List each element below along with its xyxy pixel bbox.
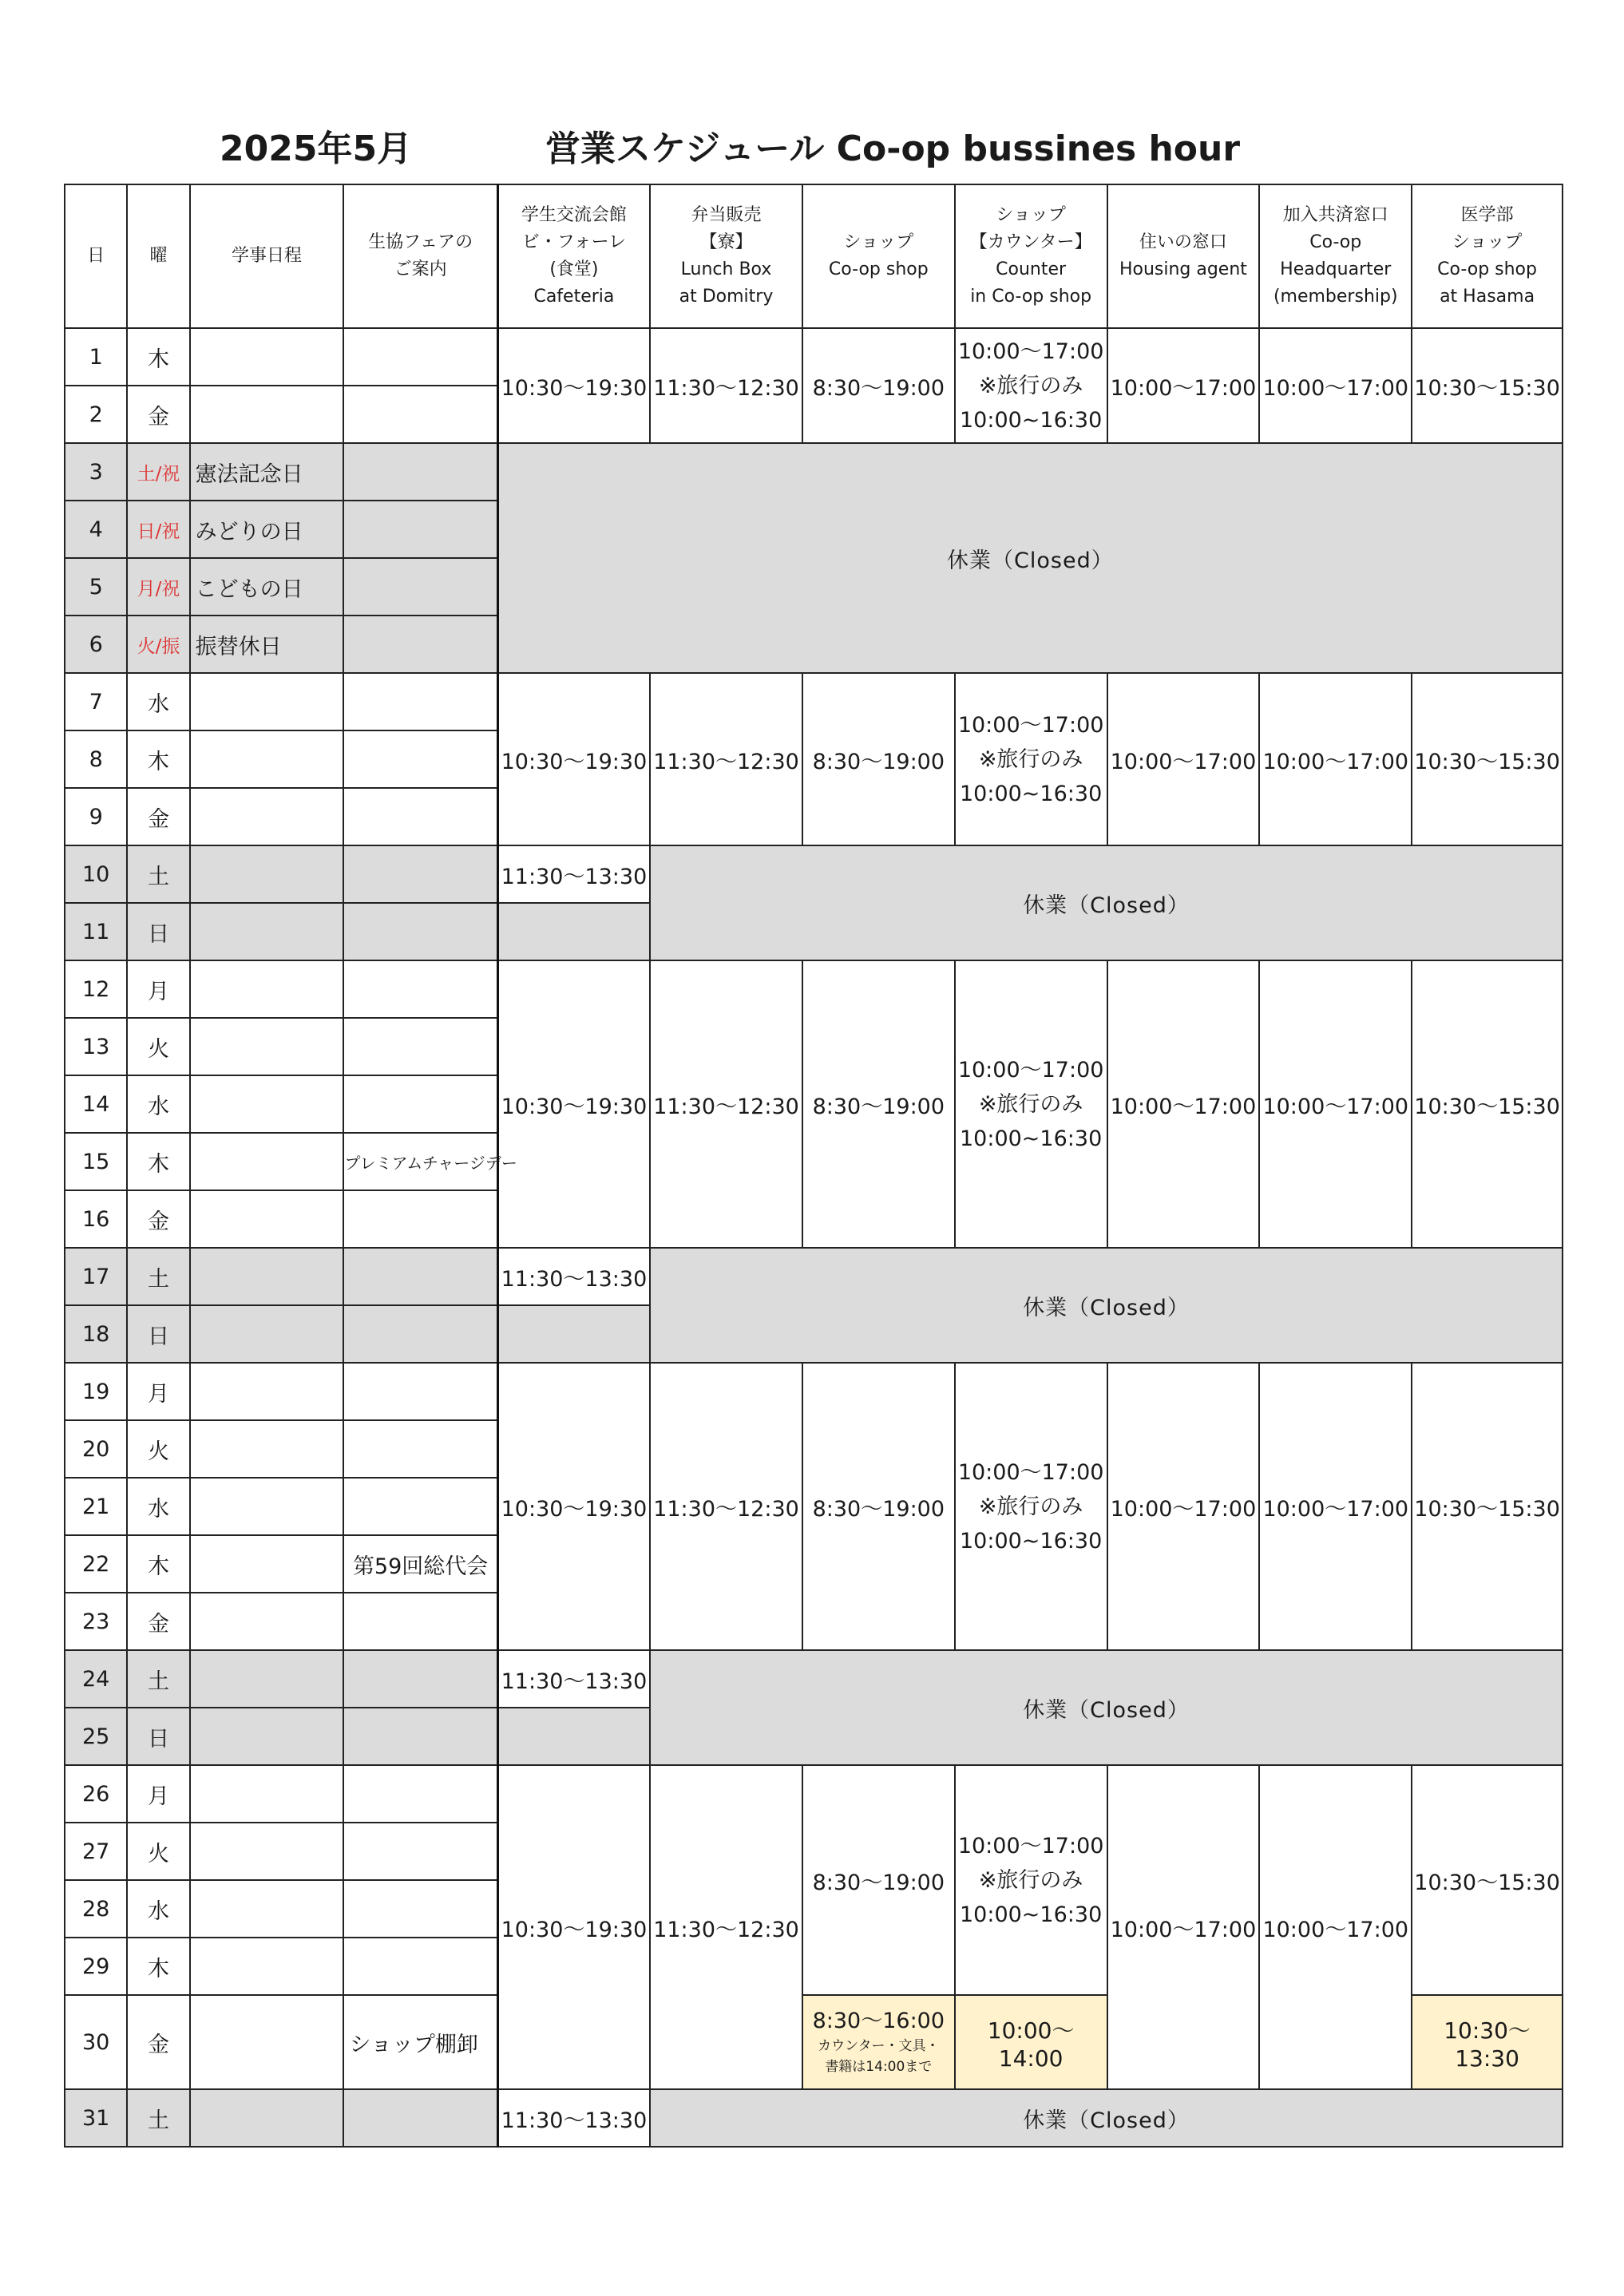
day-number: 31: [65, 2089, 127, 2147]
academic-event: [190, 903, 344, 960]
academic-event: [190, 2089, 344, 2147]
header-lunchbox: 弁当販売 【寮】 Lunch Box at Domitry: [650, 184, 802, 328]
day-number: 13: [65, 1018, 127, 1075]
academic-event: [190, 1133, 344, 1190]
housing-hours: 10:00～17:00: [1107, 960, 1260, 1248]
cafeteria-hours: 11:30～13:30: [497, 1248, 650, 1305]
header-fair: 生協フェアの ご案内: [343, 184, 497, 328]
day-number: 9: [65, 788, 127, 845]
day-number: 25: [65, 1708, 127, 1765]
weekday: 日: [127, 903, 189, 960]
page-title: 営業スケジュール Co-op bussines hour: [545, 129, 1241, 169]
day-number: 12: [65, 960, 127, 1018]
weekday: 火/振: [127, 616, 189, 673]
academic-event: みどりの日: [190, 501, 344, 558]
table-row: [65, 673, 1563, 730]
fair-info: [343, 1075, 497, 1133]
academic-event: [190, 1420, 344, 1478]
weekday: 木: [127, 1938, 189, 1995]
weekday: 水: [127, 1880, 189, 1938]
header-row: [65, 184, 1563, 328]
housing-hours: 10:00～17:00: [1107, 1765, 1260, 2089]
fair-info: [343, 1880, 497, 1938]
weekday: 日/祝: [127, 501, 189, 558]
academic-event: [190, 1075, 344, 1133]
academic-event: [190, 1765, 344, 1823]
shop-hours: 8:30～19:00: [802, 673, 955, 845]
fair-info: [343, 1593, 497, 1650]
academic-event: [190, 788, 344, 845]
fair-info: [343, 328, 497, 386]
academic-event: [190, 1995, 344, 2089]
academic-event: こどもの日: [190, 558, 344, 616]
fair-info: [343, 730, 497, 788]
day-number: 4: [65, 501, 127, 558]
day-number: 14: [65, 1075, 127, 1133]
fair-info: [343, 845, 497, 903]
counter-hours: 10:00～17:00 ※旅行のみ 10:00~16:30: [955, 960, 1107, 1248]
day-number: 11: [65, 903, 127, 960]
month-title: 2025年5月: [220, 129, 413, 169]
fair-info: [343, 1823, 497, 1880]
day-number: 7: [65, 673, 127, 730]
fair-info: [343, 443, 497, 501]
fair-info: [343, 558, 497, 616]
day-number: 8: [65, 730, 127, 788]
fair-info: [343, 1363, 497, 1420]
medical-hours: 10:30～15:30: [1412, 673, 1563, 845]
day-number: 23: [65, 1593, 127, 1650]
academic-event: [190, 328, 344, 386]
table-row: [65, 1765, 1563, 1823]
medical-hours: 10:30～15:30: [1412, 328, 1563, 443]
cafeteria-hours: 11:30～13:30: [497, 845, 650, 903]
header-membership: 加入共済窓口 Co-op Headquarter (membership): [1259, 184, 1412, 328]
fair-info: ショップ棚卸: [343, 1995, 497, 2089]
day-number: 27: [65, 1823, 127, 1880]
day-number: 5: [65, 558, 127, 616]
day-number: 21: [65, 1478, 127, 1535]
medical-hours: 10:30～15:30: [1412, 1363, 1563, 1650]
weekday: 火: [127, 1420, 189, 1478]
weekday: 木: [127, 730, 189, 788]
weekday: 金: [127, 1593, 189, 1650]
weekday: 木: [127, 328, 189, 386]
day-number: 18: [65, 1305, 127, 1363]
header-day: 日: [65, 184, 127, 328]
table-row: [65, 443, 1563, 501]
shop-hours: 8:30～19:00: [802, 960, 955, 1248]
academic-event: [190, 386, 344, 443]
closed-block: 休業（Closed）: [650, 845, 1563, 960]
fair-info: [343, 1248, 497, 1305]
academic-event: [190, 673, 344, 730]
day-number: 16: [65, 1190, 127, 1248]
lunchbox-hours: 11:30～12:30: [650, 673, 802, 845]
lunchbox-hours: 11:30～12:30: [650, 1765, 802, 2089]
academic-event: [190, 1363, 344, 1420]
fair-info: [343, 1708, 497, 1765]
academic-event: [190, 1593, 344, 1650]
academic-event: [190, 1190, 344, 1248]
shop-hours: 8:30～19:00: [802, 328, 955, 443]
day-number: 3: [65, 443, 127, 501]
weekday: 金: [127, 1190, 189, 1248]
medical-hours-special: 10:30～13:30: [1412, 1995, 1563, 2089]
weekday: 火: [127, 1823, 189, 1880]
membership-hours: 10:00～17:00: [1259, 1765, 1412, 2089]
fair-info: [343, 1190, 497, 1248]
cafeteria-closed: [497, 903, 650, 960]
fair-info: [343, 788, 497, 845]
academic-event: [190, 1535, 344, 1593]
fair-info: [343, 616, 497, 673]
day-number: 15: [65, 1133, 127, 1190]
lunchbox-hours: 11:30～12:30: [650, 960, 802, 1248]
table-row: [65, 2089, 1563, 2147]
medical-hours: 10:30～15:30: [1412, 960, 1563, 1248]
day-number: 1: [65, 328, 127, 386]
counter-hours: 10:00～17:00 ※旅行のみ 10:00~16:30: [955, 328, 1107, 443]
header-cafeteria: 学生交流会館 ビ・フォーレ (食堂) Cafeteria: [497, 184, 650, 328]
academic-event: [190, 845, 344, 903]
closed-block: 休業（Closed）: [650, 1650, 1563, 1765]
counter-hours: 10:00～17:00 ※旅行のみ 10:00~16:30: [955, 1765, 1107, 1995]
cafeteria-hours: 10:30～19:30: [497, 960, 650, 1248]
day-number: 20: [65, 1420, 127, 1478]
shop-hours: 8:30～19:00: [802, 1363, 955, 1650]
fair-info: [343, 1938, 497, 1995]
counter-hours: 10:00～17:00 ※旅行のみ 10:00~16:30: [955, 1363, 1107, 1650]
header-medical: 医学部 ショップ Co-op shop at Hasama: [1412, 184, 1563, 328]
academic-event: [190, 960, 344, 1018]
fair-info: [343, 1765, 497, 1823]
counter-hours-special: 10:00～14:00: [955, 1995, 1107, 2089]
housing-hours: 10:00～17:00: [1107, 1363, 1260, 1650]
fair-info: [343, 1305, 497, 1363]
medical-hours: 10:30～15:30: [1412, 1765, 1563, 1995]
fair-info: [343, 903, 497, 960]
day-number: 17: [65, 1248, 127, 1305]
academic-event: [190, 1305, 344, 1363]
cafeteria-hours: 11:30～13:30: [497, 2089, 650, 2147]
weekday: 水: [127, 1478, 189, 1535]
day-number: 30: [65, 1995, 127, 2089]
cafeteria-closed: [497, 1305, 650, 1363]
weekday: 月: [127, 960, 189, 1018]
closed-block: 休業（Closed）: [497, 443, 1563, 673]
day-number: 10: [65, 845, 127, 903]
header-weekday: 曜: [127, 184, 189, 328]
header-academic: 学事日程: [190, 184, 344, 328]
shop-hours: 8:30～19:00: [802, 1765, 955, 1995]
weekday: 月: [127, 1765, 189, 1823]
cafeteria-closed: [497, 1708, 650, 1765]
academic-event: [190, 1018, 344, 1075]
weekday: 火: [127, 1018, 189, 1075]
fair-info: プレミアムチャージデー: [343, 1133, 497, 1190]
weekday: 木: [127, 1133, 189, 1190]
day-number: 6: [65, 616, 127, 673]
academic-event: [190, 1478, 344, 1535]
day-number: 26: [65, 1765, 127, 1823]
cafeteria-hours: 11:30～13:30: [497, 1650, 650, 1708]
cafeteria-hours: 10:30～19:30: [497, 1765, 650, 2089]
fair-info: [343, 1420, 497, 1478]
weekday: 土: [127, 1248, 189, 1305]
lunchbox-hours: 11:30～12:30: [650, 1363, 802, 1650]
cafeteria-hours: 10:30～19:30: [497, 1363, 650, 1650]
weekday: 日: [127, 1708, 189, 1765]
academic-event: 憲法記念日: [190, 443, 344, 501]
fair-info: [343, 386, 497, 443]
day-number: 24: [65, 1650, 127, 1708]
cafeteria-hours: 10:30～19:30: [497, 673, 650, 845]
day-number: 29: [65, 1938, 127, 1995]
table-row: [65, 1248, 1563, 1305]
membership-hours: 10:00～17:00: [1259, 328, 1412, 443]
day-number: 19: [65, 1363, 127, 1420]
table-row: [65, 1650, 1563, 1708]
weekday: 土/祝: [127, 443, 189, 501]
table-row: [65, 845, 1563, 903]
academic-event: [190, 730, 344, 788]
table-row: [65, 960, 1563, 1018]
cafeteria-hours: 10:30～19:30: [497, 328, 650, 443]
weekday: 金: [127, 788, 189, 845]
weekday: 月/祝: [127, 558, 189, 616]
fair-info: [343, 1018, 497, 1075]
table-row: [65, 328, 1563, 386]
weekday: 金: [127, 386, 189, 443]
counter-hours: 10:00～17:00 ※旅行のみ 10:00~16:30: [955, 673, 1107, 845]
day-number: 28: [65, 1880, 127, 1938]
weekday: 水: [127, 673, 189, 730]
academic-event: [190, 1708, 344, 1765]
fair-info: [343, 673, 497, 730]
table-row: [65, 1363, 1563, 1420]
header-counter: ショップ 【カウンター】 Counter in Co-op shop: [955, 184, 1107, 328]
fair-info: [343, 2089, 497, 2147]
academic-event: [190, 1880, 344, 1938]
membership-hours: 10:00～17:00: [1259, 960, 1412, 1248]
membership-hours: 10:00～17:00: [1259, 673, 1412, 845]
fair-info: [343, 501, 497, 558]
weekday: 土: [127, 845, 189, 903]
closed-block: 休業（Closed）: [650, 2089, 1563, 2147]
weekday: 水: [127, 1075, 189, 1133]
academic-event: [190, 1650, 344, 1708]
membership-hours: 10:00～17:00: [1259, 1363, 1412, 1650]
closed-block: 休業（Closed）: [650, 1248, 1563, 1363]
weekday: 日: [127, 1305, 189, 1363]
housing-hours: 10:00～17:00: [1107, 673, 1260, 845]
academic-event: [190, 1248, 344, 1305]
weekday: 土: [127, 1650, 189, 1708]
day-number: 22: [65, 1535, 127, 1593]
shop-hours-special: 8:30～16:00 カウンター・文具・ 書籍は14:00まで: [802, 1995, 955, 2089]
academic-event: [190, 1938, 344, 1995]
weekday: 金: [127, 1995, 189, 2089]
weekday: 月: [127, 1363, 189, 1420]
weekday: 土: [127, 2089, 189, 2147]
academic-event: [190, 1823, 344, 1880]
lunchbox-hours: 11:30～12:30: [650, 328, 802, 443]
weekday: 木: [127, 1535, 189, 1593]
day-number: 2: [65, 386, 127, 443]
header-housing: 住いの窓口 Housing agent: [1107, 184, 1260, 328]
housing-hours: 10:00～17:00: [1107, 328, 1260, 443]
fair-info: [343, 960, 497, 1018]
schedule-table: [64, 184, 1563, 2148]
fair-info: [343, 1650, 497, 1708]
fair-info: 第59回総代会: [343, 1535, 497, 1593]
academic-event: 振替休日: [190, 616, 344, 673]
header-shop: ショップ Co-op shop: [802, 184, 955, 328]
fair-info: [343, 1478, 497, 1535]
